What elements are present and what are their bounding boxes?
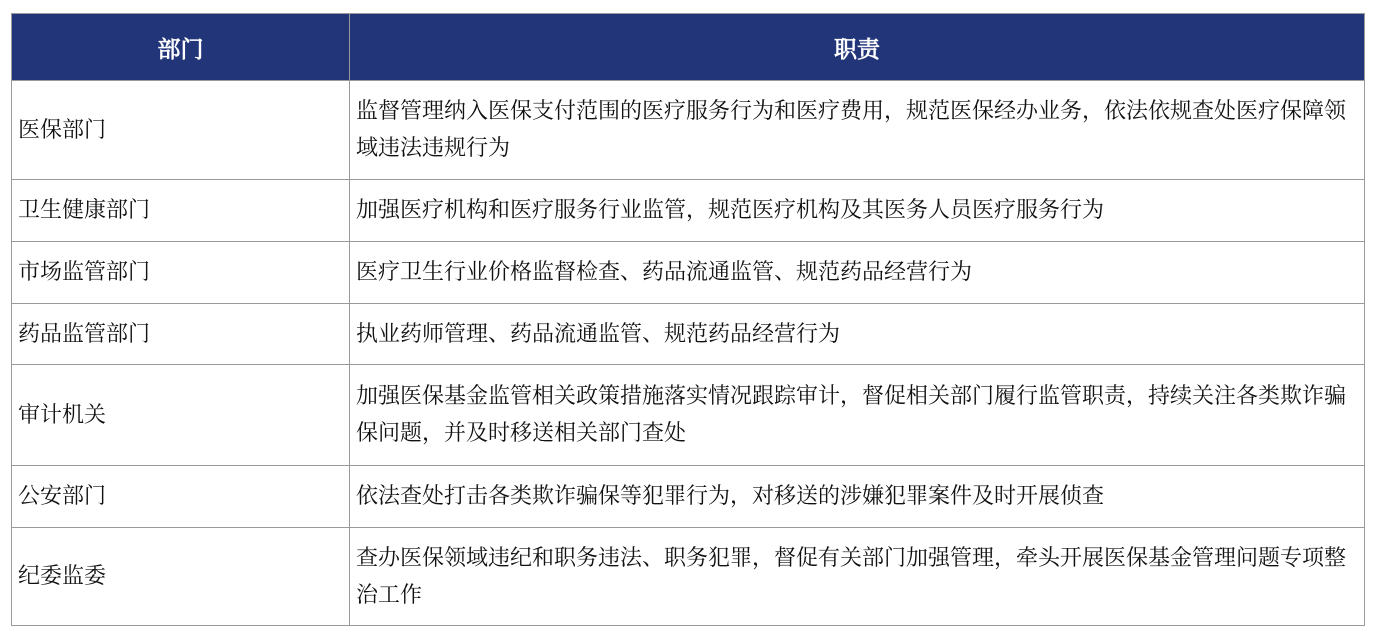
- responsibility-cell: 医疗卫生行业价格监督检查、药品流通监管、规范药品经营行为: [350, 242, 1365, 304]
- table-row: [12, 242, 1365, 304]
- department-cell: 公安部门: [12, 466, 350, 528]
- header-department: 部门: [12, 14, 350, 81]
- responsibility-cell: 执业药师管理、药品流通监管、规范药品经营行为: [350, 304, 1365, 365]
- department-cell: 市场监管部门: [12, 242, 350, 304]
- responsibility-table-container: [11, 13, 1365, 626]
- responsibility-cell: 监督管理纳入医保支付范围的医疗服务行为和医疗费用，规范医保经办业务，依法依规查处医疗保障领域违法违规行为: [350, 81, 1365, 180]
- header-responsibility: 职责: [350, 14, 1365, 81]
- responsibility-cell: 加强医疗机构和医疗服务行业监管，规范医疗机构及其医务人员医疗服务行为: [350, 180, 1365, 242]
- department-cell: 审计机关: [12, 365, 350, 466]
- responsibility-cell: 加强医保基金监管相关政策措施落实情况跟踪审计，督促相关部门履行监管职责，持续关注各类欺诈骗保问题，并及时移送相关部门查处: [350, 365, 1365, 466]
- department-cell: 纪委监委: [12, 528, 350, 626]
- table-row: [12, 466, 1365, 528]
- department-responsibility-table: [11, 13, 1365, 626]
- responsibility-cell: 查办医保领域违纪和职务违法、职务犯罪，督促有关部门加强管理，牵头开展医保基金管理问题专项整治工作: [350, 528, 1365, 626]
- department-cell: 医保部门: [12, 81, 350, 180]
- department-cell: 卫生健康部门: [12, 180, 350, 242]
- table-row: [12, 528, 1365, 626]
- table-row: [12, 304, 1365, 365]
- table-header-row: [12, 14, 1365, 81]
- department-cell: 药品监管部门: [12, 304, 350, 365]
- responsibility-cell: 依法查处打击各类欺诈骗保等犯罪行为，对移送的涉嫌犯罪案件及时开展侦查: [350, 466, 1365, 528]
- table-row: [12, 180, 1365, 242]
- table-row: [12, 81, 1365, 180]
- table-row: [12, 365, 1365, 466]
